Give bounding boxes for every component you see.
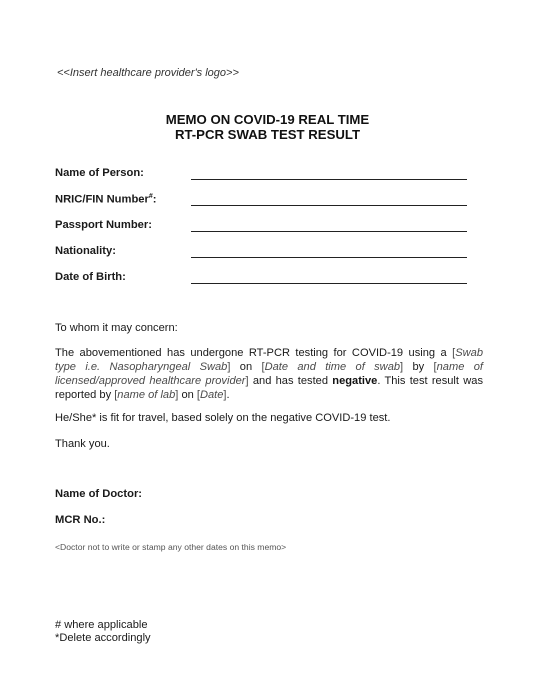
field-label: Nationality:: [55, 245, 116, 257]
title-line-2: RT-PCR SWAB TEST RESULT: [174, 127, 361, 142]
placeholder-lab-name: name of lab: [117, 389, 176, 401]
closing: Thank you.: [55, 438, 110, 450]
doctor-name-label: Name of Doctor:: [55, 488, 143, 500]
logo-placeholder: <<Insert healthcare provider's logo>>: [57, 67, 239, 79]
field-label: Date of Birth:: [55, 271, 126, 283]
field-nationality: [55, 245, 475, 261]
field-blank-line: [191, 179, 467, 180]
memo-title: [0, 112, 535, 142]
field-name-of-person: [55, 167, 475, 183]
field-blank-line: [191, 205, 467, 206]
placeholder-report-date: Date: [199, 389, 224, 401]
result-paragraph: The abovementioned has undergone RT-PCR testing for COVID-19 using a [Swab type i.e. Nasopharyngeal Swab] on [Date and time of swab] by [name of licensed/approved healthcare provider] and has tested negative. This test result was reported by [name of lab] on [Date].: [55, 347, 483, 401]
footnote-star: *Delete accordingly: [55, 632, 151, 644]
superscript-hash: #: [148, 193, 153, 200]
field-blank-line: [191, 231, 467, 232]
field-label: NRIC/FIN Number#:: [55, 193, 157, 206]
field-blank-line: [191, 283, 467, 284]
field-date-of-birth: [55, 271, 475, 287]
footnote-hash: # where applicable: [55, 619, 148, 631]
salutation: To whom it may concern:: [55, 322, 178, 334]
field-label: Passport Number:: [55, 219, 152, 231]
fit-for-travel-statement: He/She* is fit for travel, based solely on the negative COVID-19 test.: [55, 412, 391, 424]
field-label: Name of Person:: [55, 167, 144, 179]
mcr-number-label: MCR No.:: [55, 514, 106, 526]
placeholder-swab-date: Date and time of swab: [264, 361, 401, 373]
field-passport-number: [55, 219, 475, 235]
title-line-1: MEMO ON COVID-19 REAL TIME: [165, 112, 370, 127]
result-negative: negative: [332, 375, 378, 387]
placeholder-provider: name of licensed/approved healthcare provider: [55, 361, 483, 387]
field-nric-fin: [55, 193, 475, 209]
field-blank-line: [191, 257, 467, 258]
placeholder-swab-type: Swab type i.e. Nasopharyngeal Swab: [55, 347, 483, 373]
doctor-instruction: <Doctor not to write or stamp any other dates on this memo>: [55, 542, 287, 552]
